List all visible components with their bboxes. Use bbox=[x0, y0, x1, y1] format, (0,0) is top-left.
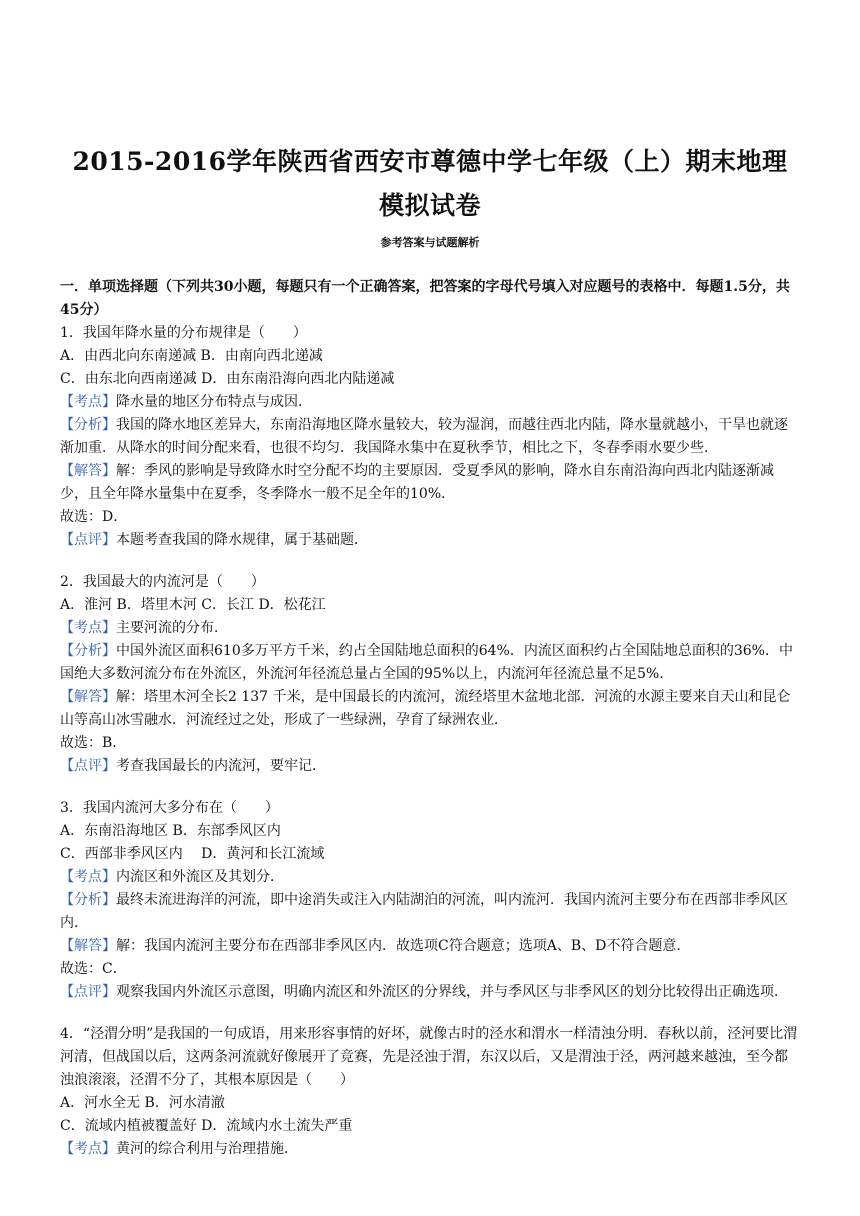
dianping-tag: 【点评】 bbox=[60, 984, 116, 1000]
jieda-tag: 【解答】 bbox=[60, 463, 116, 479]
kaodian-text: 内流区和外流区及其划分． bbox=[116, 869, 284, 885]
question-option-line: C．流域内植被覆盖好 D．流域内水土流失严重 bbox=[60, 1118, 353, 1134]
fenxi-tag: 【分析】 bbox=[60, 417, 116, 433]
kaodian-tag: 【考点】 bbox=[60, 620, 116, 636]
kaodian-tag: 【考点】 bbox=[60, 1141, 116, 1157]
question-option-line: C．由东北向西南递减 D．由东南沿海向西北内陆递减 bbox=[60, 371, 395, 387]
dianping-line bbox=[60, 529, 800, 552]
jieda-line bbox=[60, 935, 800, 958]
jieda-line bbox=[60, 686, 800, 732]
fenxi-tag: 【分析】 bbox=[60, 643, 116, 659]
jieda-text: 解：塔里木河全长2 137 千米，是中国最长的内流河，流经塔里木盆地北部．河流的水源主要来自天山和昆仑山等高山冰雪融水．河流经过之处，形成了一些绿洲，孕育了绿洲农业． bbox=[60, 689, 791, 728]
question-2 bbox=[60, 571, 800, 778]
dianping-tag: 【点评】 bbox=[60, 758, 116, 774]
kaodian-text: 黄河的综合利用与治理措施． bbox=[116, 1141, 298, 1157]
question-stem: 1．我国年降水量的分布规律是（ ） bbox=[60, 325, 307, 341]
kaodian-line bbox=[60, 1138, 800, 1161]
question-stem: 2．我国最大的内流河是（ ） bbox=[60, 574, 265, 590]
jieda-tag: 【解答】 bbox=[60, 689, 116, 705]
fenxi-line bbox=[60, 414, 800, 460]
kaodian-text: 主要河流的分布． bbox=[116, 620, 228, 636]
page-title: 2015-2016学年陕西省西安市尊德中学七年级（上）期末地理模拟试卷 bbox=[72, 147, 788, 220]
question-stem: 3．我国内流河大多分布在（ ） bbox=[60, 800, 279, 816]
kaodian-line bbox=[60, 866, 800, 889]
question-option-line: A．东南沿海地区 B．东部季风区内 bbox=[60, 823, 281, 839]
answer-line: 故选：D． bbox=[60, 509, 128, 525]
question-option-line: C．西部非季风区内 D．黄河和长江流域 bbox=[60, 846, 325, 862]
document-page bbox=[60, 0, 800, 1161]
dianping-line bbox=[60, 981, 800, 1004]
kaodian-line bbox=[60, 617, 800, 640]
dianping-line bbox=[60, 755, 800, 778]
question-3 bbox=[60, 797, 800, 1004]
jieda-text: 解：我国内流河主要分布在西部非季风区内．故选项C符合题意；选项A、B、D不符合题意． bbox=[116, 938, 691, 954]
fenxi-text: 我国的降水地区差异大，东南沿海地区降水量较大，较为湿润，而越往西北内陆，降水量就越小，干旱也就逐渐加重．从降水的时间分配来看，也很不均匀．我国降水集中在夏秋季节，相比之下，冬春季雨水要少些． bbox=[60, 417, 788, 456]
answer-line: 故选：B． bbox=[60, 735, 127, 751]
kaodian-line bbox=[60, 391, 800, 414]
dianping-tag: 【点评】 bbox=[60, 532, 116, 548]
question-4 bbox=[60, 1023, 800, 1161]
dianping-text: 本题考查我国的降水规律，属于基础题． bbox=[116, 532, 368, 548]
jieda-tag: 【解答】 bbox=[60, 938, 116, 954]
question-option-line: A．淮河 B．塔里木河 C．长江 D．松花江 bbox=[60, 597, 326, 613]
jieda-line bbox=[60, 460, 800, 506]
kaodian-text: 降水量的地区分布特点与成因． bbox=[116, 394, 312, 410]
section-heading: 一．单项选择题（下列共30小题，每题只有一个正确答案，把答案的字母代号填入对应题号的表格中．每题1.5分，共45分） bbox=[60, 279, 790, 318]
fenxi-tag: 【分析】 bbox=[60, 892, 116, 908]
question-stem: 4．“泾渭分明”是我国的一句成语，用来形容事情的好坏，就像古时的泾水和渭水一样清浊分明．春秋以前，泾河要比渭河清，但战国以后，这两条河流就好像展开了竞赛，先是泾浊于渭，东汉以后，又是渭浊于泾，两河越来越浊，至今都浊浪滚滚，泾渭不分了，其根本原因是（ ） bbox=[60, 1026, 798, 1088]
question-1 bbox=[60, 322, 800, 552]
dianping-text: 观察我国内外流区示意图，明确内流区和外流区的分界线，并与季风区与非季风区的划分比较得出正确选项． bbox=[116, 984, 788, 1000]
page-subtitle: 参考答案与试题解析 bbox=[380, 236, 480, 249]
fenxi-text: 中国外流区面积610多万平方千米，约占全国陆地总面积的64%．内流区面积约占全国陆地总面积的36%．中国绝大多数河流分布在外流区，外流河年径流总量占全国的95%以上，内流河年径流总量不足5%． bbox=[60, 643, 793, 682]
fenxi-line bbox=[60, 889, 800, 935]
fenxi-line bbox=[60, 640, 800, 686]
answer-line: 故选：C． bbox=[60, 961, 127, 977]
dianping-text: 考查我国最长的内流河，要牢记． bbox=[116, 758, 326, 774]
kaodian-tag: 【考点】 bbox=[60, 394, 116, 410]
fenxi-text: 最终未流进海洋的河流，即中途消失或注入内陆湖泊的河流，叫内流河．我国内流河主要分布在西部非季风区内． bbox=[60, 892, 788, 931]
question-option-line: A．河水全无 B．河水清澈 bbox=[60, 1095, 225, 1111]
kaodian-tag: 【考点】 bbox=[60, 869, 116, 885]
jieda-text: 解：季风的影响是导致降水时空分配不均的主要原因．受夏季风的影响，降水自东南沿海向西北内陆逐渐减少，且全年降水量集中在夏季，冬季降水一般不足全年的10%． bbox=[60, 463, 774, 502]
question-option-line: A．由西北向东南递减 B．由南向西北递减 bbox=[60, 348, 323, 364]
